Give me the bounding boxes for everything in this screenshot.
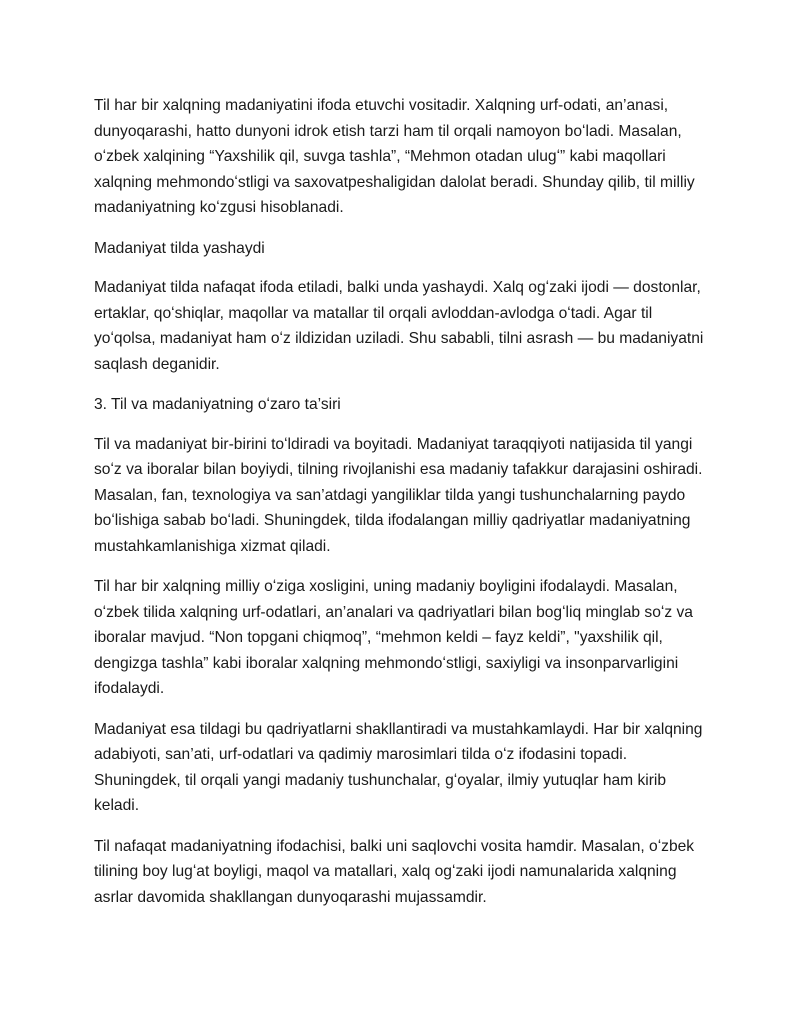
section-heading-culture-lives-in-language: Madaniyat tilda yashaydi bbox=[94, 239, 265, 257]
document-body bbox=[94, 93, 714, 925]
paragraph-culture-shapes-values: Madaniyat esa tildagi bu qadriyatlarni shakllantiradi va mustahkamlaydi. Har bir xalqning adabiyoti, san’ati, urf-odatlari va qadimiy marosimlari tilda oʻz ifodasini topadi. Shuningdek, til orqali yangi madaniy tushunchalar, gʻoyalar, ilmiy yutuqlar ham kirib keladi. bbox=[94, 720, 703, 814]
paragraph-language-preserves-culture: Til nafaqat madaniyatning ifodachisi, balki uni saqlovchi vosita hamdir. Masalan, oʻzbek tilining boy lugʻat boyligi, maqol va matallari, xalq ogʻzaki ijodi namunalarida xalqning asrlar davomida shakllangan dunyoqarashi mujassamdir. bbox=[94, 837, 695, 906]
paragraph-intro: Til har bir xalqning madaniyatini ifoda etuvchi vositadir. Xalqning urf-odati, an’anasi, dunyoqarashi, hatto dunyoni idrok etish tarzi ham til orqali namoyon boʻladi. Masalan, oʻzbek xalqining “Yaxshilik qil, suvga tashla”, “Mehmon otadan ulugʻ” kabi maqollari xalqning mehmondoʻstligi va saxovatpeshaligidan dalolat beradi. Shunday qilib, til milliy madaniyatning koʻzgusi hisoblanadi. bbox=[94, 97, 695, 216]
paragraph-national-identity: Til har bir xalqning milliy oʻziga xosligini, uning madaniy boyligini ifodalaydi. Masalan, oʻzbek tilida xalqning urf-odatlari, an’analari va qadriyatlari bilan bogʻliq minglab soʻz va iboralar mavjud. “Non topgani chiqmoq”, “mehmon keldi – fayz keldi”, "yaxshilik qil, dengizga tashla” kabi iboralar xalqning mehmondoʻstligi, saxiyligi va insonparvarligini ifodalaydi. bbox=[94, 578, 693, 697]
paragraph-mutual-enrichment: Til va madaniyat bir-birini toʻldiradi va boyitadi. Madaniyat taraqqiyoti natijasida til yangi soʻz va iboralar bilan boyiydi, tilning rivojlanishi esa madaniy tafakkur darajasini oshiradi. Masalan, fan, texnologiya va san’atdagi yangiliklar tilda yangi tushunchalarning paydo boʻlishiga sabab boʻladi. Shuningdek, tilda ifodalangan milliy qadriyatlar madaniyatning mustahkamlanishiga xizmat qiladi. bbox=[94, 435, 703, 555]
section-heading-mutual-influence: 3. Til va madaniyatning oʻzaro ta’siri bbox=[94, 396, 341, 413]
paragraph-culture-lives: Madaniyat tilda nafaqat ifoda etiladi, balki unda yashaydi. Xalq ogʻzaki ijodi — dostonlar, ertaklar, qoʻshiqlar, maqollar va matallar til orqali avloddan-avlodga oʻtadi. Agar til yoʻqolsa, madaniyat ham oʻz ildizidan uziladi. Shu sababli, tilni asrash — bu madaniyatni saqlash deganidir. bbox=[94, 279, 704, 373]
